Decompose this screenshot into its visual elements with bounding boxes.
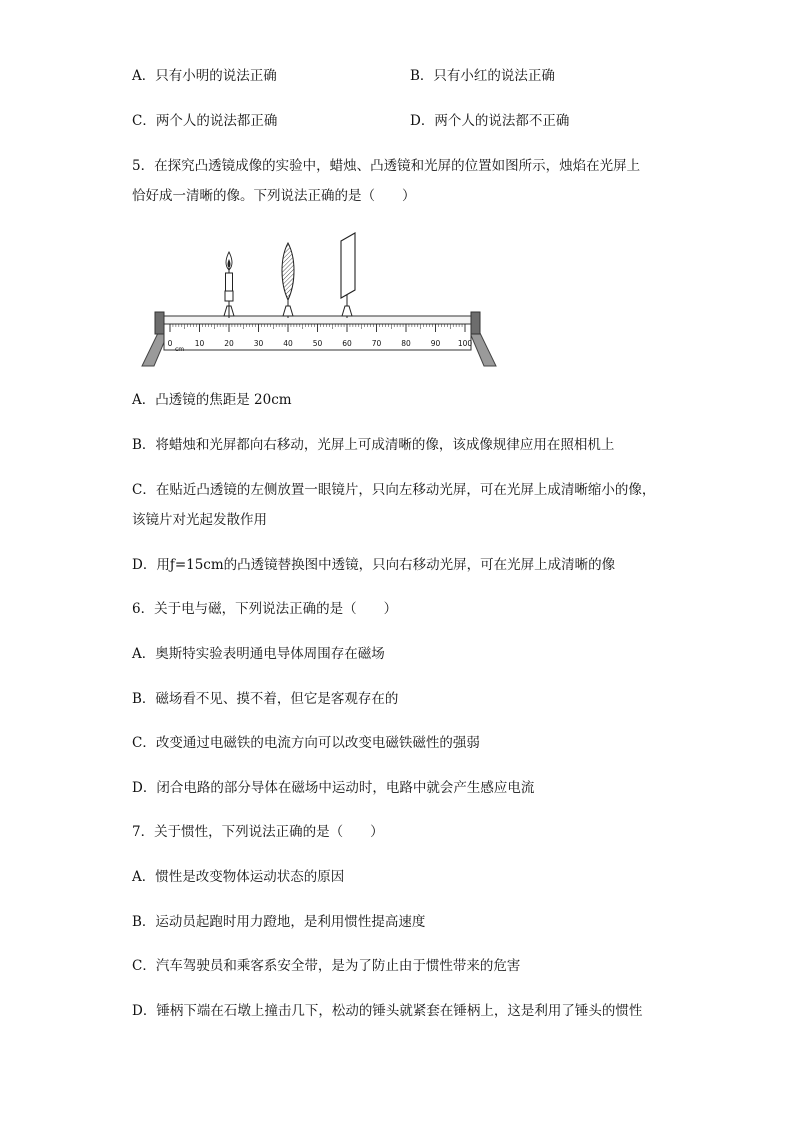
rail-top [164, 316, 471, 324]
scale-label: 30 [253, 339, 264, 348]
q5-option-c-line1: C．在贴近凸透镜的左侧放置一眼镜片，只向左移动光屏，可在光屏上成清晰缩小的像， [132, 482, 656, 498]
q5-option-c-line2: 该镜片对光起发散作用 [132, 512, 267, 528]
q5-stem-line2: 恰好成一清晰的像。下列说法正确的是（ ） [132, 188, 416, 204]
scale-label: 70 [371, 339, 382, 348]
optical-bench-figure [138, 228, 500, 370]
q4-option-d: D．两个人的说法都不正确 [410, 113, 570, 129]
scale-label: 90 [430, 339, 441, 348]
q4-option-b: B．只有小红的说法正确 [410, 68, 555, 84]
scale-label: 80 [401, 339, 411, 348]
q4-option-c: C．两个人的说法都正确 [132, 113, 278, 129]
scale-label: 100 [457, 339, 473, 348]
q6-option-b: B．磁场看不见、摸不着，但它是客观存在的 [132, 691, 399, 707]
scale-label: 40 [283, 339, 293, 348]
light-screen [341, 233, 355, 318]
q6-option-d: D．闭合电路的部分导体在磁场中运动时，电路中就会产生感应电流 [132, 780, 535, 796]
q6-option-c: C．改变通过电磁铁的电流方向可以改变电磁铁磁性的强弱 [132, 735, 480, 751]
scale-unit: cm [175, 346, 185, 353]
scale-label: 0 [167, 339, 173, 348]
convex-lens [282, 243, 294, 318]
q7-stem: 7．关于惯性，下列说法正确的是（ ） [132, 824, 384, 840]
q5-stem-line1: 5．在探究凸透镜成像的实验中，蜡烛、凸透镜和光屏的位置如图所示，烛焰在光屏上 [132, 158, 641, 174]
right-stand-leg [470, 333, 496, 366]
q4-option-a: A．只有小明的说法正确 [132, 68, 277, 84]
q5-option-b: B．将蜡烛和光屏都向右移动，光屏上可成清晰的像，该成像规律应用在照相机上 [132, 437, 615, 453]
q7-option-b: B．运动员起跑时用力蹬地，是利用惯性提高速度 [132, 914, 426, 930]
q7-option-d: D．锤柄下端在石墩上撞击几下，松动的锤头就紧套在锤柄上，这是利用了锤头的惯性 [132, 1003, 643, 1019]
q5-option-d: D．用ƒ=15cm的凸透镜替换图中透镜，只向右移动光屏，可在光屏上成清晰的像 [132, 557, 616, 573]
scale-label: 50 [312, 339, 323, 348]
right-end-block [471, 312, 480, 334]
scale-label: 20 [224, 339, 234, 348]
scale-label: 10 [194, 339, 205, 348]
q7-option-a: A．惯性是改变物体运动状态的原因 [132, 869, 345, 885]
q5-option-a: A．凸透镜的焦距是 20cm [132, 392, 292, 408]
scale-label: 60 [342, 339, 352, 348]
left-end-block [155, 312, 164, 334]
q6-stem: 6．关于电与磁，下列说法正确的是（ ） [132, 601, 398, 617]
q6-option-a: A．奥斯特实验表明通电导体周围存在磁场 [132, 646, 385, 662]
candle [224, 252, 234, 318]
q7-option-c: C．汽车驾驶员和乘客系安全带，是为了防止由于惯性带来的危害 [132, 958, 521, 974]
